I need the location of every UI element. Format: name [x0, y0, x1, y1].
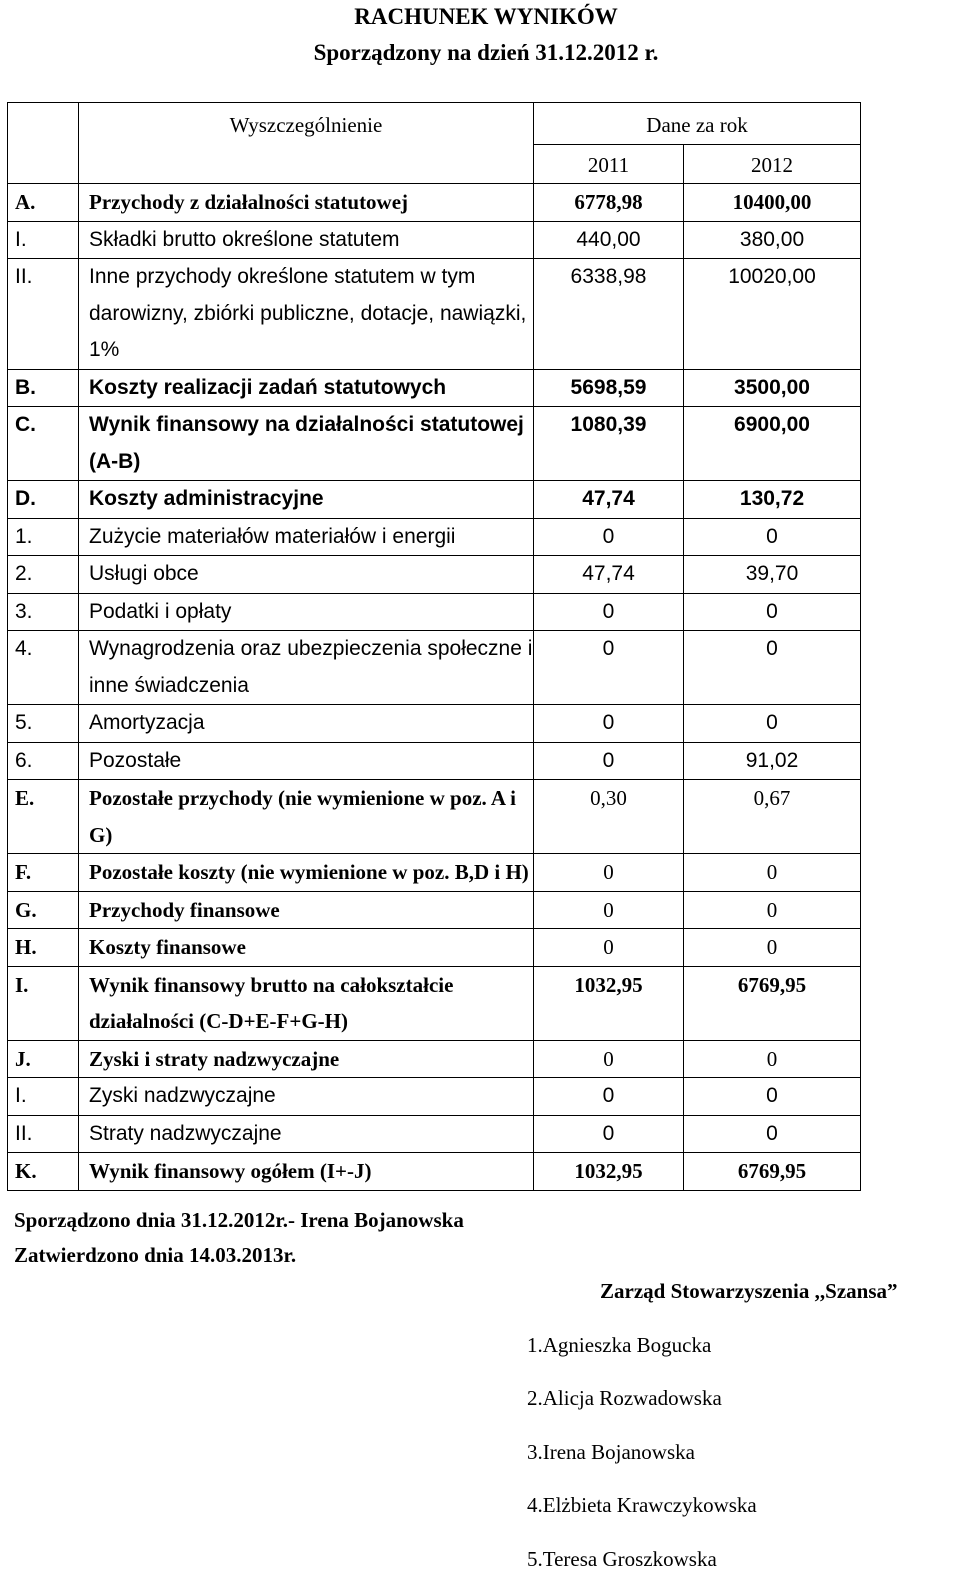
table-row: [8, 1115, 861, 1153]
row-code: II.: [8, 259, 79, 370]
row-code: A.: [8, 184, 79, 222]
table-row: [8, 369, 861, 407]
row-code: II.: [8, 1115, 79, 1153]
row-description: Pozostałe przychody (nie wymienione w poz. A i G): [79, 780, 534, 854]
row-description: Wynagrodzenia oraz ubezpieczenia społeczne i inne świadczenia: [79, 631, 534, 705]
row-value-2011: 47,74: [534, 481, 684, 519]
row-code: C.: [8, 407, 79, 481]
table-row: [8, 854, 861, 892]
row-value-2011: 440,00: [534, 221, 684, 259]
row-code: J.: [8, 1040, 79, 1078]
row-value-2012: 0: [684, 593, 861, 631]
row-value-2012: 6769,95: [684, 1153, 861, 1191]
header-year-2011: 2011: [534, 144, 684, 184]
row-value-2012: 0: [684, 929, 861, 967]
row-description: Usługi obce: [79, 556, 534, 594]
row-description: Wynik finansowy na działalności statutowej (A-B): [79, 407, 534, 481]
row-value-2011: 47,74: [534, 556, 684, 594]
row-description: Wynik finansowy ogółem (I+-J): [79, 1153, 534, 1191]
row-description: Inne przychody określone statutem w tym darowizny, zbiórki publiczne, dotacje, nawiązki, 1%: [79, 259, 534, 370]
row-code: 2.: [8, 556, 79, 594]
board-member: 4.Elżbieta Krawczykowska: [527, 1493, 757, 1517]
row-value-2012: 0: [684, 854, 861, 892]
row-description: Wynik finansowy brutto na całokształcie działalności (C-D+E-F+G-H): [79, 966, 534, 1040]
header-description: Wyszczególnienie: [79, 103, 534, 184]
header-empty-cell: [8, 103, 79, 184]
row-code: I.: [8, 221, 79, 259]
row-value-2011: 0: [534, 1078, 684, 1116]
row-value-2011: 1032,95: [534, 1153, 684, 1191]
header-data-year: Dane za rok: [534, 103, 861, 145]
row-value-2012: 91,02: [684, 742, 861, 780]
row-code: G.: [8, 891, 79, 929]
row-value-2012: 10400,00: [684, 184, 861, 222]
row-value-2012: 0: [684, 1115, 861, 1153]
table-row: [8, 742, 861, 780]
board-heading: Zarząd Stowarzyszenia ,,Szansa”: [600, 1279, 898, 1303]
row-value-2011: 0: [534, 1115, 684, 1153]
row-description: Zyski i straty nadzwyczajne: [79, 1040, 534, 1078]
table-row: [8, 891, 861, 929]
row-code: 4.: [8, 631, 79, 705]
income-statement-table: [7, 102, 861, 1191]
table-row: [8, 593, 861, 631]
row-value-2012: 130,72: [684, 481, 861, 519]
row-code: 3.: [8, 593, 79, 631]
table-row: [8, 221, 861, 259]
row-description: Składki brutto określone statutem: [79, 221, 534, 259]
row-value-2012: 10020,00: [684, 259, 861, 370]
document-subtitle: Sporządzony na dzień 31.12.2012 r.: [313, 40, 659, 65]
row-value-2012: 0: [684, 1078, 861, 1116]
row-value-2011: 1080,39: [534, 407, 684, 481]
table-row: [8, 780, 861, 854]
row-description: Zyski nadzwyczajne: [79, 1078, 534, 1116]
row-value-2011: 1032,95: [534, 966, 684, 1040]
row-value-2012: 0: [684, 631, 861, 705]
row-code: I.: [8, 966, 79, 1040]
row-value-2012: 6769,95: [684, 966, 861, 1040]
row-value-2011: 0: [534, 854, 684, 892]
row-value-2011: 0: [534, 631, 684, 705]
row-value-2011: 0: [534, 891, 684, 929]
document-title: RACHUNEK WYNIKÓW: [354, 4, 618, 29]
row-description: Zużycie materiałów materiałów i energii: [79, 518, 534, 556]
row-description: Przychody finansowe: [79, 891, 534, 929]
row-value-2011: 5698,59: [534, 369, 684, 407]
row-description: Koszty administracyjne: [79, 481, 534, 519]
row-value-2011: 0: [534, 929, 684, 967]
row-value-2011: 0: [534, 593, 684, 631]
board-member: 3.Irena Bojanowska: [527, 1440, 695, 1464]
approved-note: Zatwierdzono dnia 14.03.2013r.: [14, 1243, 297, 1267]
row-code: 6.: [8, 742, 79, 780]
row-value-2012: 6900,00: [684, 407, 861, 481]
table-row: [8, 929, 861, 967]
row-code: K.: [8, 1153, 79, 1191]
row-value-2012: 3500,00: [684, 369, 861, 407]
table-row: [8, 1040, 861, 1078]
header-year-2012: 2012: [684, 144, 861, 184]
row-code: B.: [8, 369, 79, 407]
row-code: 1.: [8, 518, 79, 556]
board-member: 5.Teresa Groszkowska: [527, 1547, 717, 1571]
row-value-2012: 0: [684, 891, 861, 929]
row-value-2011: 0: [534, 518, 684, 556]
table-row: [8, 1078, 861, 1116]
row-description: Koszty realizacji zadań statutowych: [79, 369, 534, 407]
row-code: F.: [8, 854, 79, 892]
row-value-2011: 0,30: [534, 780, 684, 854]
row-description: Koszty finansowe: [79, 929, 534, 967]
row-value-2012: 39,70: [684, 556, 861, 594]
table-row: [8, 407, 861, 481]
row-value-2011: 6338,98: [534, 259, 684, 370]
row-description: Straty nadzwyczajne: [79, 1115, 534, 1153]
row-code: 5.: [8, 705, 79, 743]
row-description: Pozostałe koszty (nie wymienione w poz. B,D i H): [79, 854, 534, 892]
table-row: [8, 481, 861, 519]
table-row: [8, 1153, 861, 1191]
row-value-2012: 0: [684, 705, 861, 743]
row-value-2011: 0: [534, 742, 684, 780]
board-member: 2.Alicja Rozwadowska: [527, 1386, 722, 1410]
row-description: Podatki i opłaty: [79, 593, 534, 631]
row-description: Przychody z działalności statutowej: [79, 184, 534, 222]
table-row: [8, 184, 861, 222]
row-value-2012: 0,67: [684, 780, 861, 854]
row-code: D.: [8, 481, 79, 519]
row-value-2011: 0: [534, 705, 684, 743]
row-code: E.: [8, 780, 79, 854]
table-row: [8, 631, 861, 705]
row-value-2012: 0: [684, 518, 861, 556]
table-header-row: [8, 103, 861, 145]
prepared-note: Sporządzono dnia 31.12.2012r.- Irena Bojanowska: [14, 1208, 464, 1232]
table-row: [8, 259, 861, 370]
row-value-2011: 0: [534, 1040, 684, 1078]
row-code: H.: [8, 929, 79, 967]
table-row: [8, 705, 861, 743]
row-description: Pozostałe: [79, 742, 534, 780]
table-row: [8, 556, 861, 594]
table-row: [8, 518, 861, 556]
row-value-2012: 0: [684, 1040, 861, 1078]
row-value-2012: 380,00: [684, 221, 861, 259]
board-member: 1.Agnieszka Bogucka: [527, 1333, 712, 1357]
row-code: I.: [8, 1078, 79, 1116]
row-description: Amortyzacja: [79, 705, 534, 743]
row-value-2011: 6778,98: [534, 184, 684, 222]
table-row: [8, 966, 861, 1040]
